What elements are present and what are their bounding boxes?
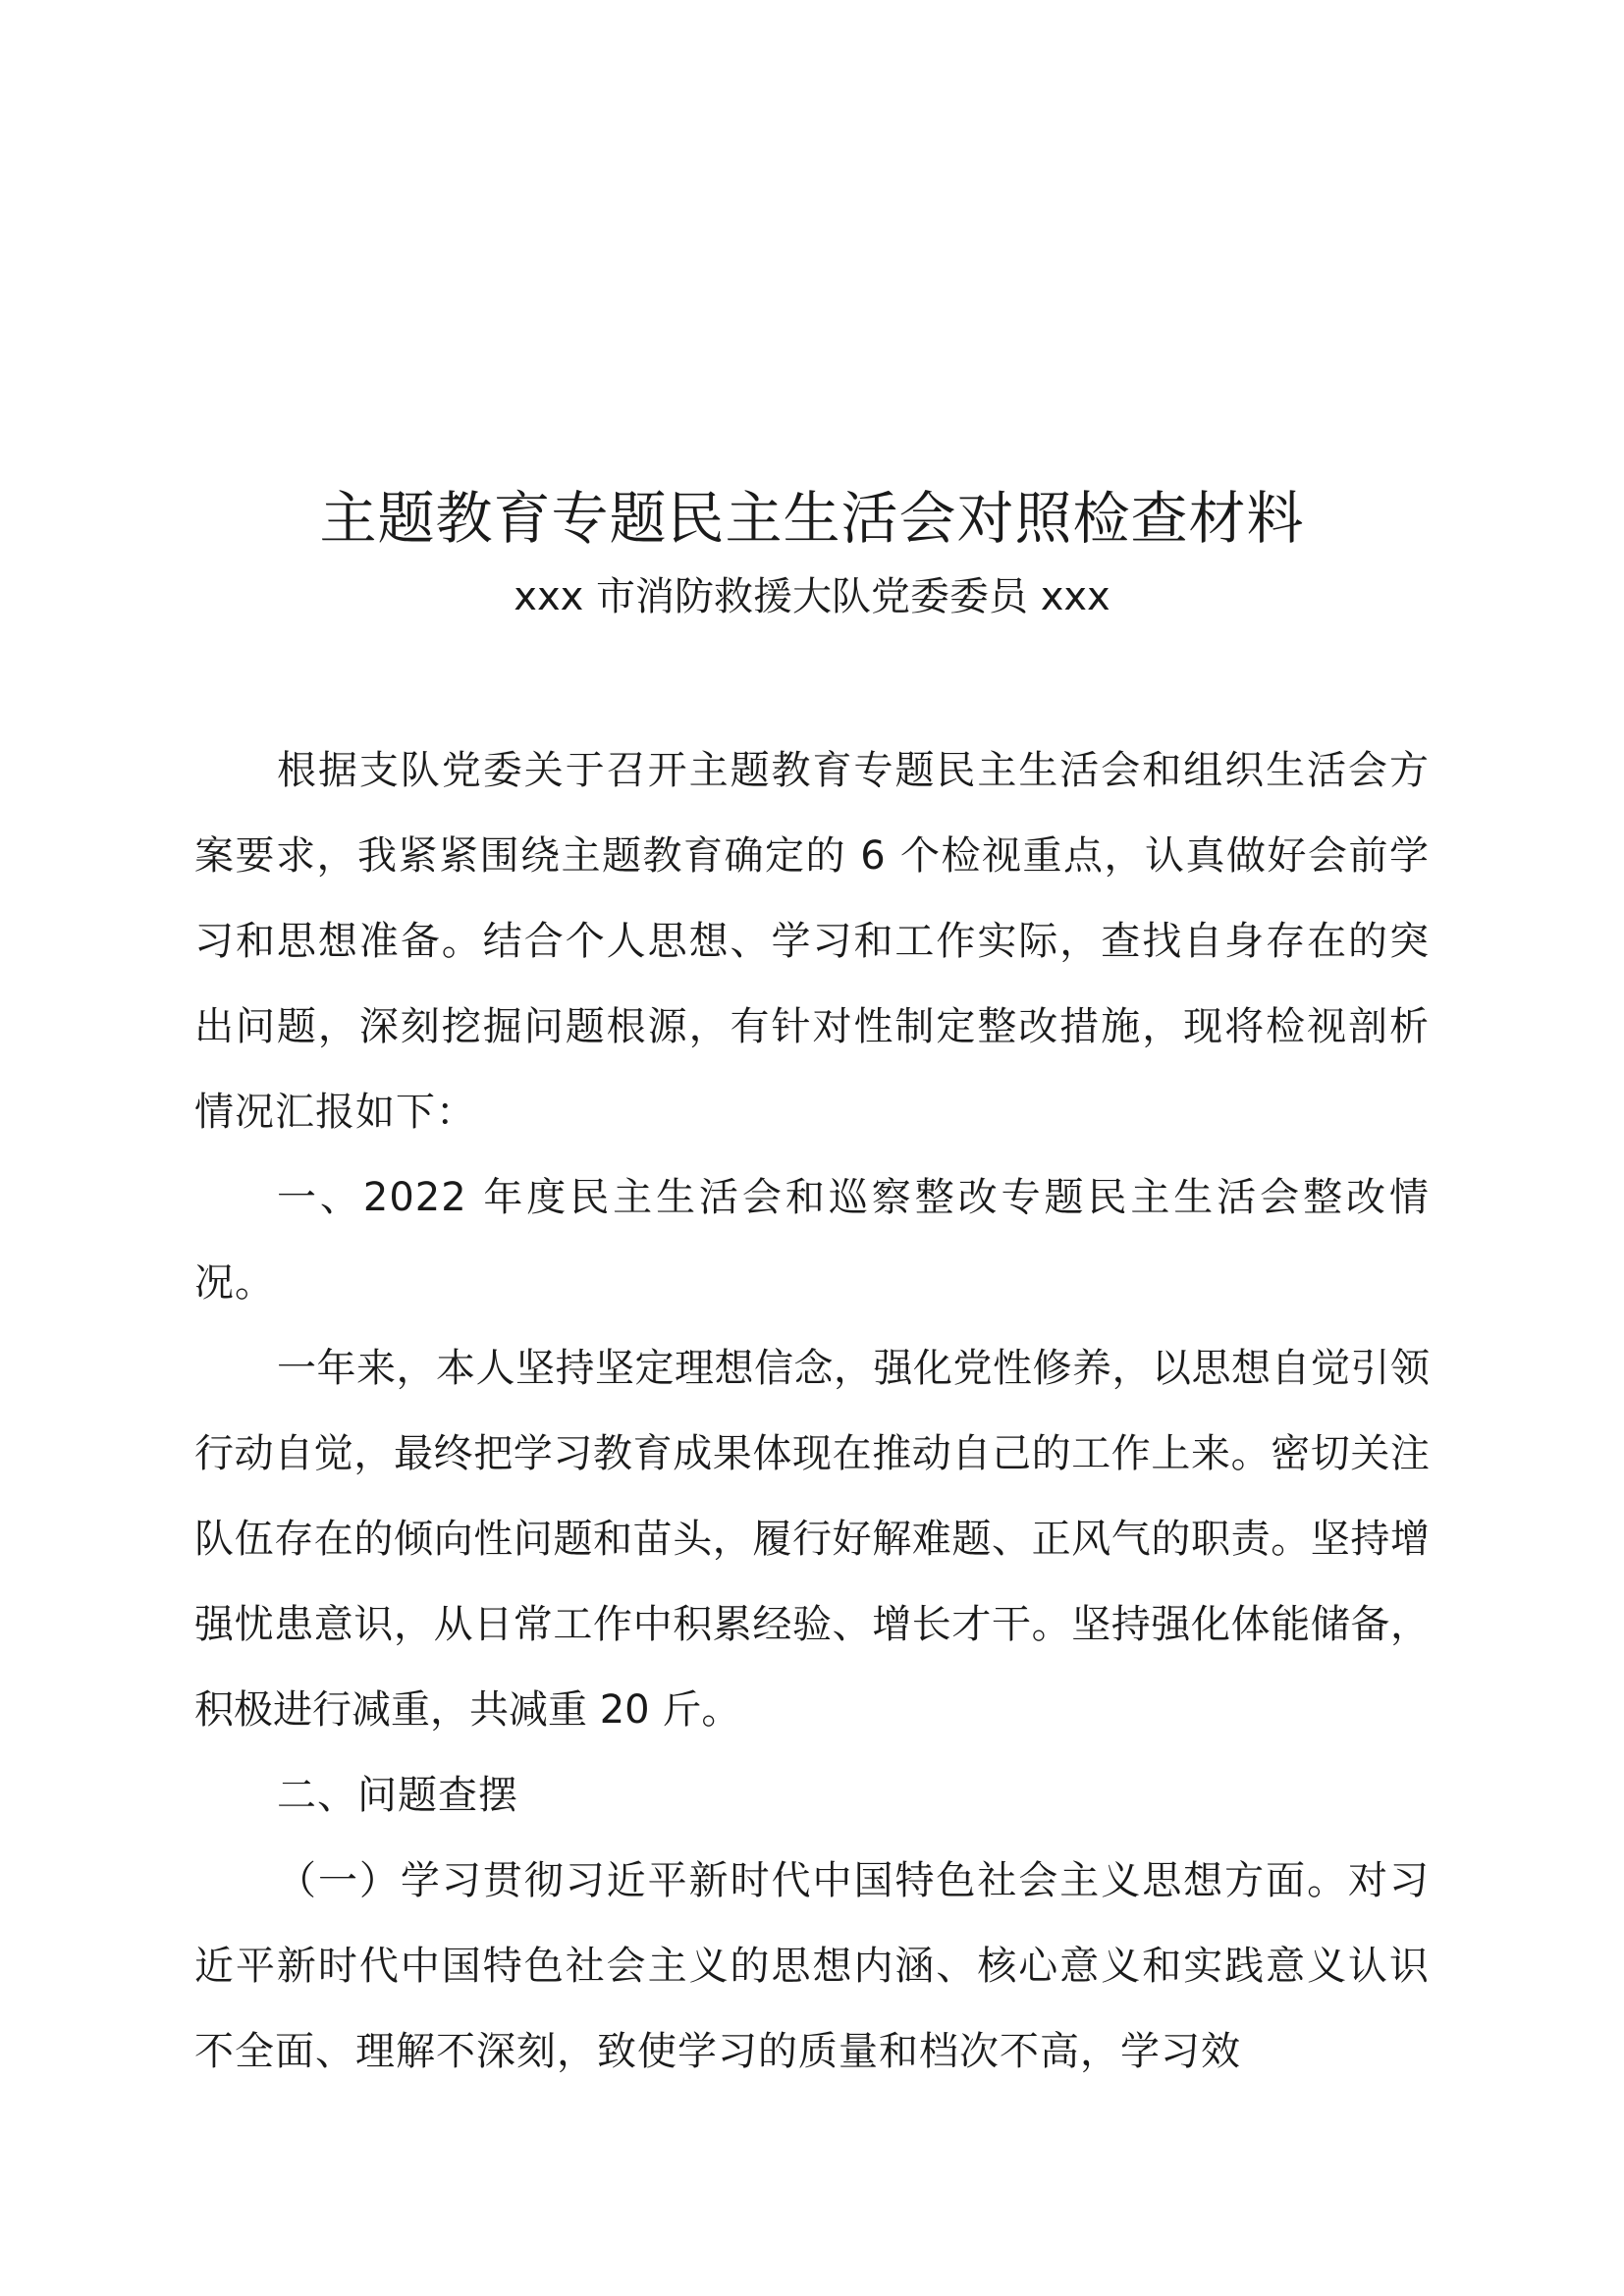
document-body bbox=[194, 728, 1430, 2095]
section-heading-problems: 二、问题查摆 bbox=[277, 1773, 518, 1818]
paragraph-intro: 根据支队党委关于召开主题教育专题民主生活会和组织生活会方案要求，我紧紧围绕主题教育确定的 6 个检视重点，认真做好会前学习和思想准备。结合个人思想、学习和工作实际，查找自身存在的突出问题，深刻挖掘问题根源，有针对性制定整改措施，现将检视剖析情况汇报如下： bbox=[194, 748, 1430, 1135]
paragraph-rectification: 一年来，本人坚持坚定理想信念，强化党性修养，以思想自觉引领行动自觉，最终把学习教育成果体现在推动自己的工作上来。密切关注队伍存在的倾向性问题和苗头，履行好解难题、正风气的职责。坚持增强忧患意识，从日常工作中积累经验、增长才干。坚持强化体能储备，积极进行减重，共减重 20 斤。 bbox=[194, 1346, 1430, 1733]
document-subtitle: xxx 市消防救援大队党委委员 xxx bbox=[514, 574, 1110, 619]
section-heading-rectification: 一、2022 年度民主生活会和巡察整改专题民主生活会整改情况。 bbox=[194, 1175, 1430, 1306]
paragraph-problem-1: （一）学习贯彻习近平新时代中国特色社会主义思想方面。对习近平新时代中国特色社会主义的思想内涵、核心意义和实践意义认识不全面、理解不深刻，致使学习的质量和档次不高，学习效 bbox=[194, 1858, 1430, 2074]
document-title: 主题教育专题民主生活会对照检查材料 bbox=[319, 485, 1305, 552]
